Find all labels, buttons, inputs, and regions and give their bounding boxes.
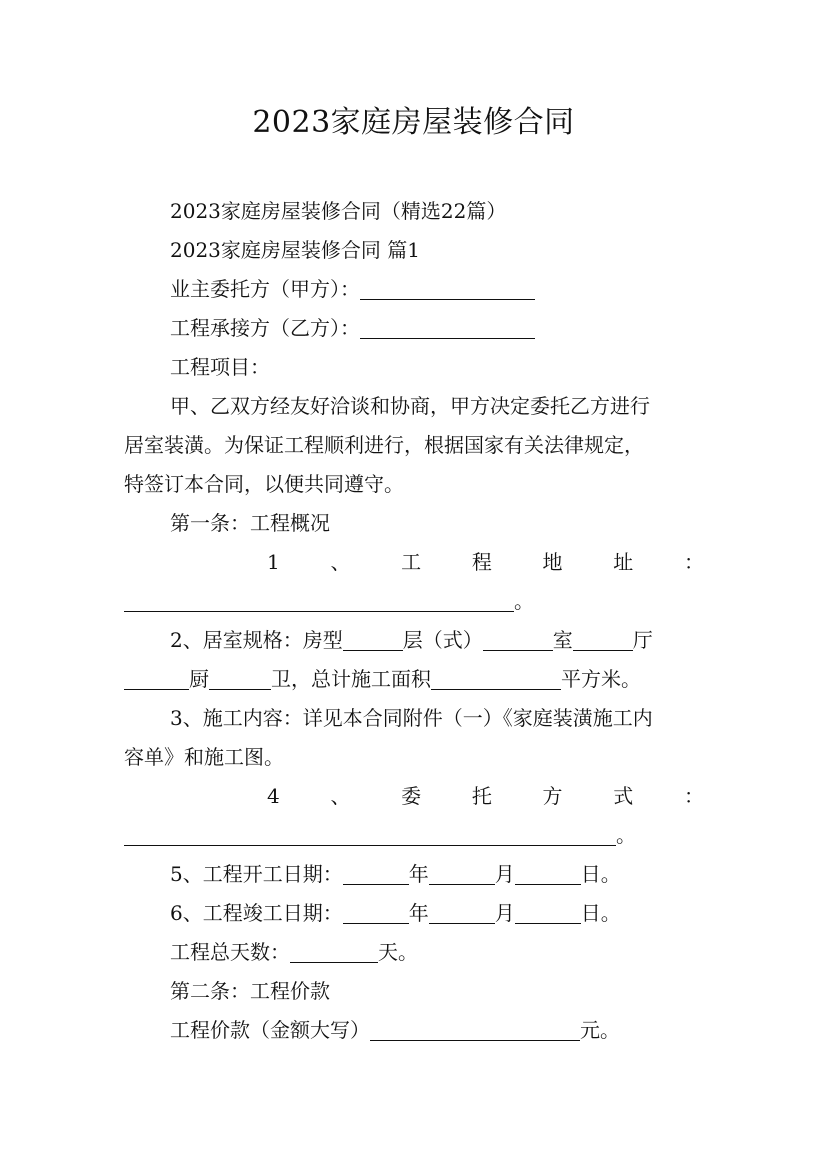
owner-label: 业主委托方（甲方）： bbox=[170, 277, 360, 301]
address-char: ： bbox=[683, 550, 704, 574]
spec-label: 卫，总计施工面积 bbox=[271, 667, 431, 691]
total-days-line bbox=[124, 937, 704, 967]
date-blank bbox=[429, 862, 495, 885]
date-blank bbox=[429, 901, 495, 924]
spec-label: 2、居室规格：房型 bbox=[170, 628, 343, 652]
month-label: 月 bbox=[494, 901, 515, 925]
date-blank bbox=[515, 862, 581, 885]
spec-blank bbox=[343, 628, 403, 651]
spec-line-1 bbox=[124, 625, 704, 655]
contractor-label: 工程承接方（乙方）： bbox=[170, 316, 360, 340]
subtitle-line: 2023家庭房屋装修合同（精选22篇） bbox=[170, 199, 507, 223]
day-label: 日。 bbox=[580, 862, 621, 886]
intro-line-3: 特签订本合同，以便共同遵守。 bbox=[124, 472, 404, 496]
total-days-label: 工程总天数： bbox=[170, 940, 290, 964]
spec-blank bbox=[573, 628, 633, 651]
spec-label: 室 bbox=[552, 628, 573, 652]
year-label: 年 bbox=[408, 862, 429, 886]
year-label: 年 bbox=[408, 901, 429, 925]
mode-char: 式 bbox=[613, 784, 634, 808]
project-line: 工程项目： bbox=[170, 355, 270, 379]
address-char: 1 bbox=[267, 550, 280, 574]
address-char: 工 bbox=[401, 550, 422, 574]
spec-blank bbox=[431, 667, 561, 690]
article-1-heading: 第一条：工程概况 bbox=[170, 511, 330, 535]
date-blank bbox=[515, 901, 581, 924]
intro-line-2: 居室装潢。为保证工程顺利进行，根据国家有关法律规定， bbox=[124, 433, 644, 457]
mode-char: ： bbox=[683, 784, 704, 808]
mode-char: 4 bbox=[267, 784, 280, 808]
spec-label: 平方米。 bbox=[561, 667, 641, 691]
day-label: 日。 bbox=[580, 901, 621, 925]
content-line-2: 容单》和施工图。 bbox=[124, 745, 284, 769]
intro-line-1: 甲、乙双方经友好洽谈和协商，甲方决定委托乙方进行 bbox=[170, 394, 650, 418]
finish-date-line bbox=[124, 898, 704, 928]
mode-char: 方 bbox=[542, 784, 563, 808]
address-char: 址 bbox=[613, 550, 634, 574]
date-blank bbox=[343, 862, 409, 885]
price-line bbox=[124, 1015, 704, 1045]
spec-blank bbox=[124, 667, 189, 690]
yuan-unit: 元。 bbox=[580, 1018, 620, 1042]
mode-char: 托 bbox=[471, 784, 492, 808]
owner-blank bbox=[360, 277, 535, 300]
spec-blank bbox=[483, 628, 553, 651]
finish-date-label: 6、工程竣工日期： bbox=[170, 901, 343, 925]
contractor-blank bbox=[360, 316, 535, 339]
start-date-label: 5、工程开工日期： bbox=[170, 862, 343, 886]
mode-line bbox=[124, 781, 704, 811]
address-blank bbox=[124, 589, 514, 612]
address-char: 、 bbox=[330, 550, 351, 574]
owner-line bbox=[124, 274, 704, 304]
days-unit: 天。 bbox=[378, 940, 418, 964]
contractor-line bbox=[124, 313, 704, 343]
spec-line-2 bbox=[124, 664, 704, 694]
price-blank bbox=[370, 1018, 580, 1041]
address-period: 。 bbox=[514, 589, 534, 613]
days-blank bbox=[290, 940, 378, 963]
spec-label: 厅 bbox=[632, 628, 653, 652]
document-title: 2023家庭房屋装修合同 bbox=[252, 105, 575, 140]
mode-char: 、 bbox=[330, 784, 351, 808]
address-blank-line bbox=[124, 586, 704, 616]
address-char: 程 bbox=[471, 550, 492, 574]
mode-char: 委 bbox=[401, 784, 422, 808]
start-date-line bbox=[124, 859, 704, 889]
mode-blank-line bbox=[124, 820, 704, 850]
mode-period: 。 bbox=[616, 823, 636, 847]
content-line-1: 3、施工内容：详见本合同附件（一）《家庭装潢施工内 bbox=[170, 706, 653, 730]
mode-blank bbox=[124, 823, 616, 846]
address-char: 地 bbox=[542, 550, 563, 574]
address-line bbox=[124, 547, 704, 577]
chapter-line: 2023家庭房屋装修合同 篇1 bbox=[170, 238, 420, 262]
spec-label: 层（式） bbox=[402, 628, 483, 652]
month-label: 月 bbox=[494, 862, 515, 886]
price-label: 工程价款（金额大写） bbox=[170, 1018, 370, 1042]
date-blank bbox=[343, 901, 409, 924]
spec-label: 厨 bbox=[189, 667, 209, 691]
article-2-heading: 第二条：工程价款 bbox=[170, 979, 330, 1003]
spec-blank bbox=[209, 667, 271, 690]
